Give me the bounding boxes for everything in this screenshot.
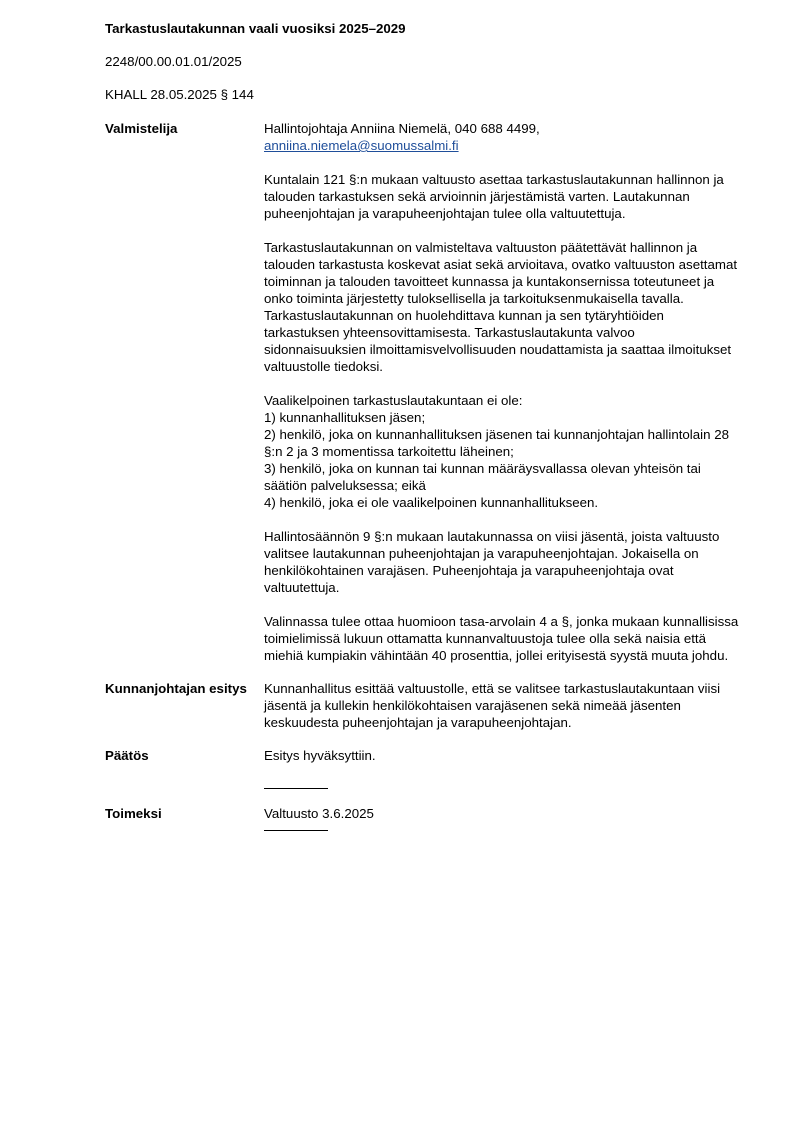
preparer-content bbox=[264, 120, 740, 664]
decision-text: Esitys hyväksyttiin. bbox=[264, 748, 376, 763]
preparer-paragraph-2: Tarkastuslautakunnan on valmisteltava valtuuston päätettävät hallinnon ja talouden tarkastusta koskevat asiat sekä arvioitava, ovatko valtuuston asettamat toiminnan ja talouden tavoitteet kunnassa ja kuntakonsernissa toteutuneet ja onko toiminta järjestetty tuloksellisella ja tarkoituksenmukaisella tavalla. Tarkastuslautakunnan on huolehdittava kunnan ja sen tytäryhtiöiden tarkastuksen yhteensovittamisesta. Tarkastuslautakunta valvoo sidonnaisuuksien ilmoittamisvelvollisuuden noudattamista ja saattaa ilmoitukset valtuustolle tiedoksi. bbox=[264, 240, 738, 374]
preparer-contact bbox=[264, 120, 740, 154]
eligibility-list bbox=[264, 392, 740, 511]
decision-divider bbox=[264, 788, 328, 789]
eligibility-item: 4) henkilö, joka ei ole vaalikelpoinen kunnanhallitukseen. bbox=[264, 495, 599, 510]
action-label: Toimeksi bbox=[105, 806, 162, 821]
contact-line: Hallintojohtaja Anniina Niemelä, 040 688 4499, bbox=[264, 121, 540, 136]
preparer-label: Valmistelija bbox=[105, 121, 178, 136]
action-text: Valtuusto 3.6.2025 bbox=[264, 806, 374, 821]
eligibility-item: 3) henkilö, joka on kunnan tai kunnan määräysvallassa olevan yhteisön tai säätiön palveluksessa; eikä bbox=[264, 461, 701, 493]
case-number: 2248/00.00.01.01/2025 bbox=[105, 54, 242, 69]
proposal-text: Kunnanhallitus esittää valtuustolle, että se valitsee tarkastuslautakuntaan viisi jäsentä ja kullekin henkilökohtaisen varajäsenen sekä nimeää jäsenten keskuudesta puheenjohtajan ja varapuheenjohtajan. bbox=[264, 681, 721, 730]
preparer-paragraph-3: Hallintosäännön 9 §:n mukaan lautakunnassa on viisi jäsentä, joista valtuusto valitsee lautakunnan puheenjohtajan ja varapuheenjohtajan. Jokaisella on henkilökohtainen varajäsen. Puheenjohtaja ja varapuheenjohtaja ovat valtuutettuja. bbox=[264, 529, 720, 595]
preparer-section bbox=[105, 120, 745, 664]
action-divider bbox=[264, 830, 328, 831]
proposal-content bbox=[264, 680, 740, 731]
preparer-paragraph-4: Valinnassa tulee ottaa huomioon tasa-arvolain 4 a §, jonka mukaan kunnallisissa toimielimissä lukuun ottamatta kunnanvaltuustoja tulee olla sekä naisia että miehiä kumpiakin vähintään 40 prosenttia, jollei erityisestä syystä muuta johdu. bbox=[264, 614, 739, 663]
action-section bbox=[105, 805, 745, 831]
preparer-paragraph-1: Kuntalain 121 §:n mukaan valtuusto asettaa tarkastuslautakunnan hallinnon ja talouden tarkastuksen sekä arvioinnin järjestämistä varten. Lautakunnan puheenjohtajan ja varapuheenjohtajan tulee olla valtuutettuja. bbox=[264, 172, 724, 221]
proposal-section bbox=[105, 680, 745, 731]
eligibility-item: 1) kunnanhallituksen jäsen; bbox=[264, 410, 426, 425]
document-title: Tarkastuslautakunnan vaali vuosiksi 2025–2029 bbox=[105, 21, 406, 36]
decision-label: Päätös bbox=[105, 748, 149, 763]
document-page bbox=[105, 20, 745, 831]
eligibility-item: 2) henkilö, joka on kunnanhallituksen jäsenen tai kunnanjohtajan hallintolain 28 §:n 2 ja 3 momentissa tarkoitettu läheinen; bbox=[264, 427, 729, 459]
email-link[interactable]: anniina.niemela@suomussalmi.fi bbox=[264, 138, 459, 153]
proposal-label: Kunnanjohtajan esitys bbox=[105, 681, 247, 696]
decision-content bbox=[264, 747, 740, 789]
decision-section bbox=[105, 747, 745, 789]
eligibility-intro: Vaalikelpoinen tarkastuslautakuntaan ei ole: bbox=[264, 393, 523, 408]
meeting-reference: KHALL 28.05.2025 § 144 bbox=[105, 87, 254, 102]
action-content bbox=[264, 805, 740, 831]
